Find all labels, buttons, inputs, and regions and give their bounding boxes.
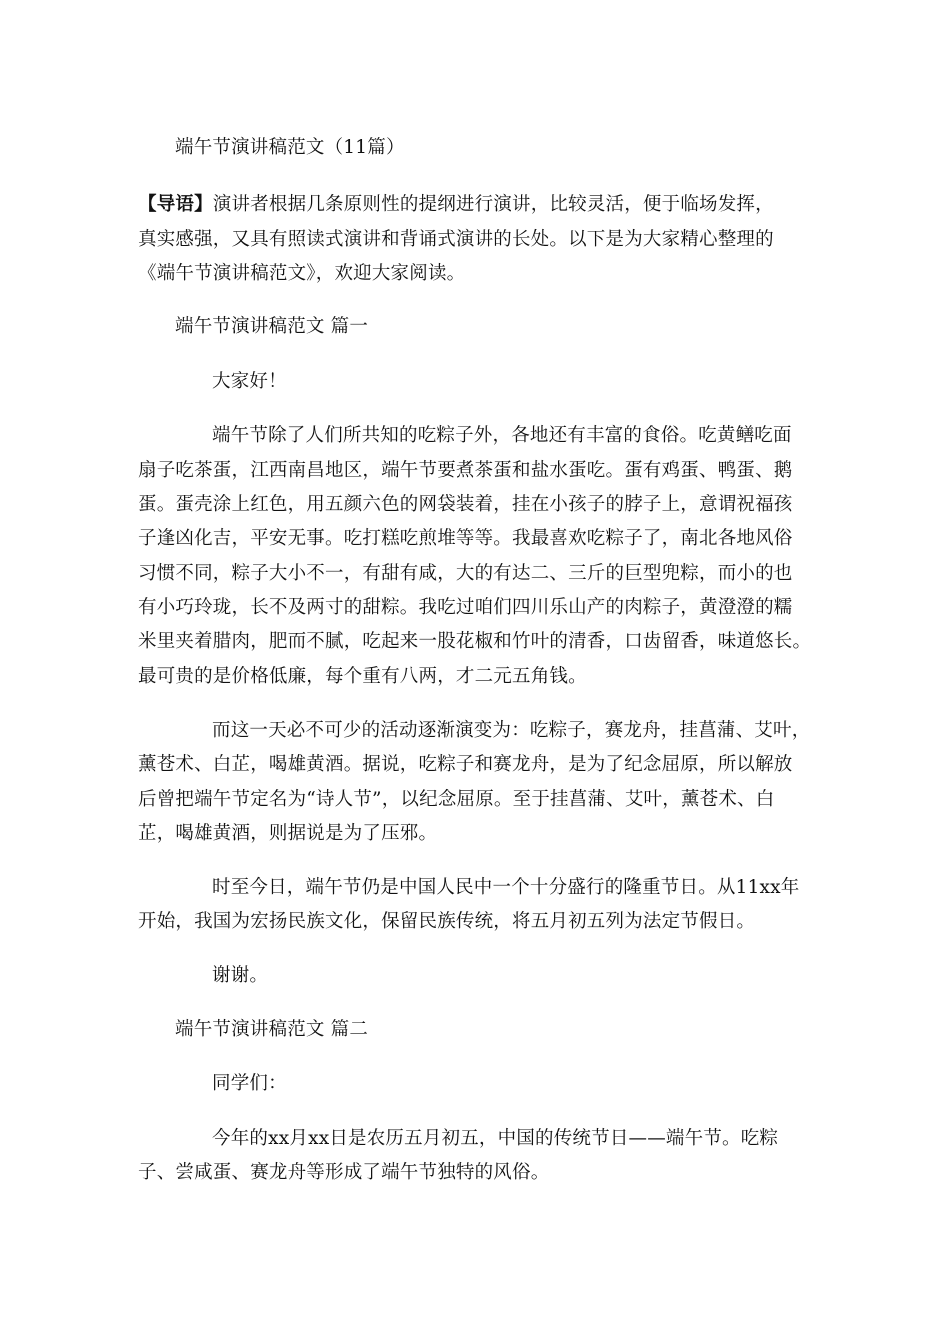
s1-para2-line-4: 芷，喝雄黄酒，则据说是为了压邪。 (138, 823, 438, 844)
document-title: 端午节演讲稿范文（11篇） (175, 137, 405, 158)
s1-para1-line-4: 子逢凶化吉，平安无事。吃打糕吃煎堆等等。我最喜欢吃粽子了，南北各地风俗 (138, 528, 793, 549)
s1-para1-line-1: 端午节除了人们所共知的吃粽子外，各地还有丰富的食俗。吃黄鳝吃面 (212, 425, 792, 446)
s1-para2-line-2: 薰苍术、白芷，喝雄黄酒。据说，吃粽子和赛龙舟，是为了纪念屈原，所以解放 (138, 754, 793, 775)
s2-para1-line-1: 今年的xx月xx日是农历五月初五，中国的传统节日——端午节。吃粽 (212, 1128, 779, 1149)
s1-para1-line-3: 蛋。蛋壳涂上红色，用五颜六色的网袋装着，挂在小孩子的脖子上，意谓祝福孩 (138, 494, 793, 515)
section-heading-1: 端午节演讲稿范文 篇一 (175, 316, 369, 337)
s2-para1-line-2: 子、尝咸蛋、赛龙舟等形成了端午节独特的风俗。 (138, 1162, 550, 1183)
intro-text-1: 演讲者根据几条原则性的提纲进行演讲，比较灵活，便于临场发挥， (212, 194, 774, 215)
s1-para2-line-3: 后曾把端午节定名为“诗人节”，以纪念屈原。至于挂菖蒲、艾叶，薰苍术、白 (138, 789, 775, 810)
s1-para1-line-7: 米里夹着腊肉，肥而不腻，吃起来一股花椒和竹叶的清香，口齿留香，味道悠长。 (138, 631, 812, 652)
intro-label: 【导语】 (138, 194, 213, 215)
s1-para1-line-8: 最可贵的是价格低廉，每个重有八两，才二元五角钱。 (138, 666, 587, 687)
intro-line-1 (138, 193, 774, 217)
s1-para1-line-6: 有小巧玲珑，长不及两寸的甜粽。我吃过咱们四川乐山产的肉粽子，黄澄澄的糯 (138, 597, 793, 618)
closing-1: 谢谢。 (212, 965, 269, 986)
s1-para3-line-2: 开始，我国为宏扬民族文化，保留民族传统，将五月初五列为法定节假日。 (138, 911, 756, 932)
s1-para3-line-1: 时至今日，端午节仍是中国人民中一个十分盛行的隆重节日。从11xx年 (212, 877, 800, 898)
section-heading-2: 端午节演讲稿范文 篇二 (175, 1019, 369, 1040)
greeting-2: 同学们： (212, 1073, 287, 1094)
s1-para1-line-2: 扇子吃茶蛋，江西南昌地区，端午节要煮茶蛋和盐水蛋吃。蛋有鸡蛋、鸭蛋、鹅 (138, 460, 793, 481)
intro-line-3: 《端午节演讲稿范文》，欢迎大家阅读。 (138, 263, 466, 284)
intro-line-2: 真实感强，又具有照读式演讲和背诵式演讲的长处。以下是为大家精心整理的 (138, 229, 774, 250)
s1-para1-line-5: 习惯不同，粽子大小不一，有甜有咸，大的有达二、三斤的巨型兜粽，而小的也 (138, 563, 793, 584)
greeting-1: 大家好！ (212, 371, 287, 392)
s1-para2-line-1: 而这一天必不可少的活动逐渐演变为：吃粽子，赛龙舟，挂菖蒲、艾叶， (212, 720, 811, 741)
